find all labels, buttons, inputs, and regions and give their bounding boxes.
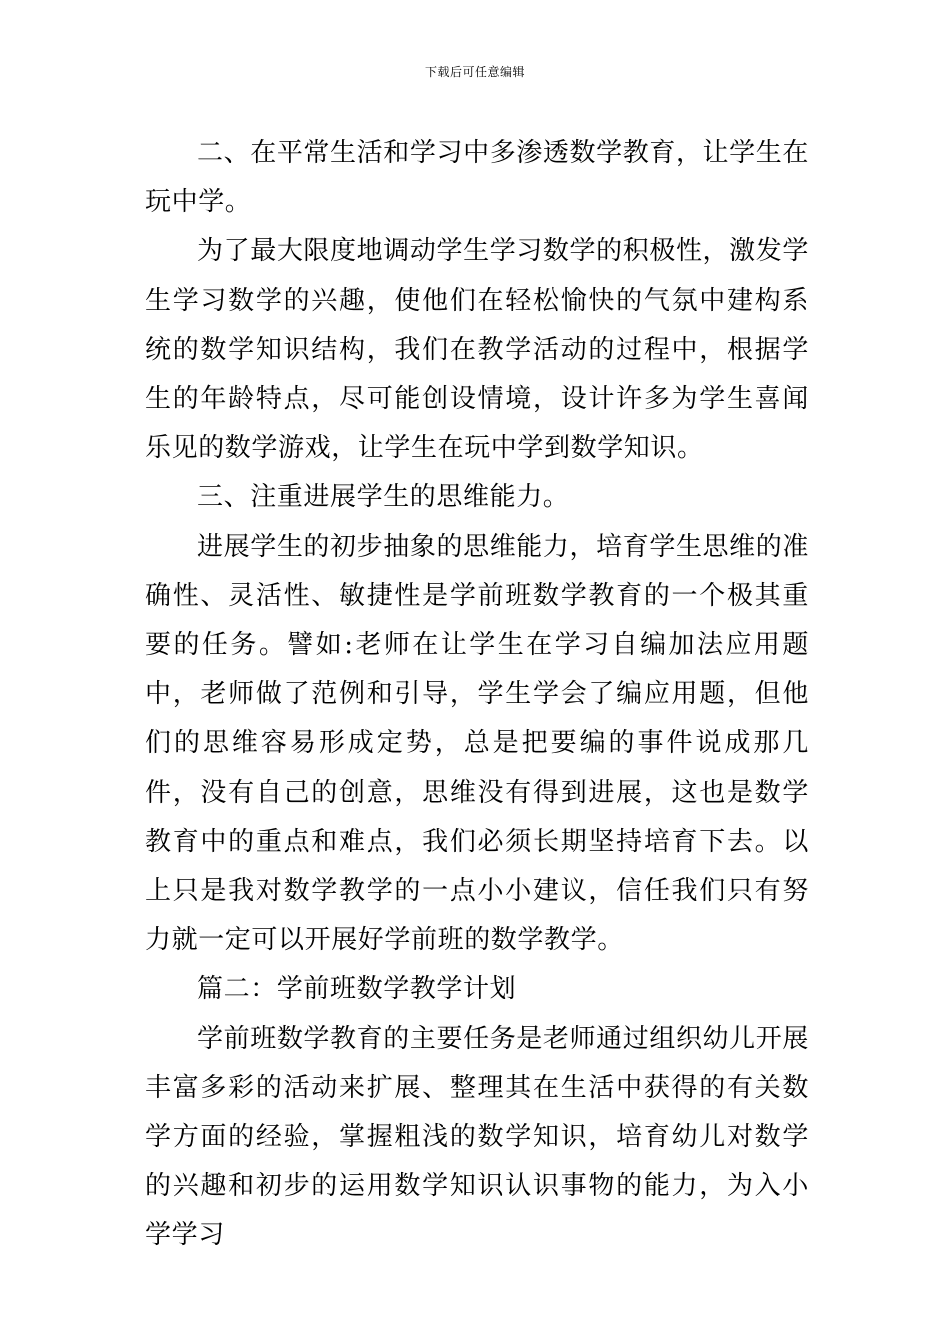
paragraph-section-three-heading: 三、注重进展学生的思维能力。	[197, 482, 570, 513]
header-note: 下载后可任意编辑	[424, 65, 525, 79]
paragraph-math-games: 为了最大限度地调动学生学习数学的积极性，激发学生学习数学的兴趣，使他们在轻松愉快的气氛中建构系统的数学知识结构，我们在教学活动的过程中，根据学生的年龄特点，尽可能创设情境，设计许多为学生喜闻乐见的数学游戏，让学生在玩中学到数学知识。	[145, 236, 809, 464]
paragraph-thinking-ability: 进展学生的初步抽象的思维能力，培育学生思维的准确性、灵活性、敏捷性是学前班数学教育的一个极其重要的任务。譬如:老师在让学生在学习自编加法应用题中，老师做了范例和引导，学生学会了编应用题，但他们的思维容易形成定势，总是把要编的事件说成那几件，没有自己的创意，思维没有得到进展，这也是数学教育中的重点和难点，我们必须长期坚持培育下去。以上只是我对数学教学的一点小小建议，信任我们只有努力就一定可以开展好学前班的数学教学。	[145, 531, 809, 956]
paragraph-part-two-title: 篇二：学前班数学教学计划	[197, 974, 517, 1005]
paragraph-section-two-heading: 二、在平常生活和学习中多渗透数学教育，让学生在玩中学。	[145, 138, 809, 218]
document-body	[145, 129, 809, 1261]
paragraph-main-task: 学前班数学教育的主要任务是老师通过组织幼儿开展丰富多彩的活动来扩展、整理其在生活中获得的有关数学方面的经验，掌握粗浅的数学知识，培育幼儿对数学的兴趣和初步的运用数学知识认识事物的能力，为入小学学习	[145, 1023, 809, 1251]
